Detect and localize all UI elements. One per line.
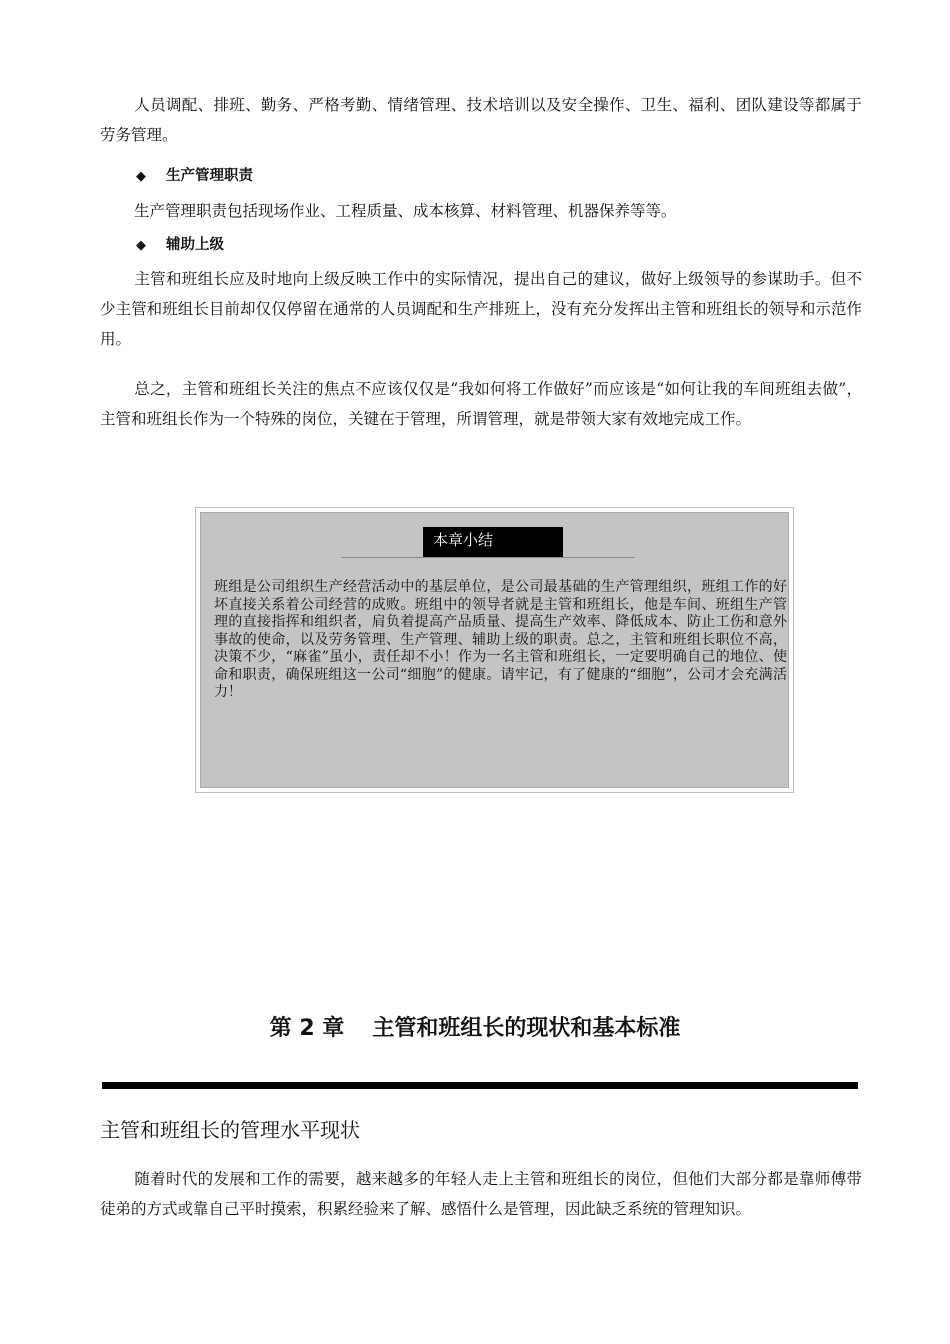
paragraph-production-duties: 生产管理职责包括现场作业、工程质量、成本核算、材料管理、机器保养等等。 — [134, 202, 677, 220]
chapter-number: 第 2 章 — [269, 1016, 345, 1041]
bullet-production-duties: ◆ 生产管理职责 — [136, 166, 253, 187]
bullet-assist-superior: ◆ 辅助上级 — [136, 235, 224, 256]
chapter-summary-panel — [200, 512, 789, 788]
chapter-summary-box — [195, 507, 794, 793]
diamond-bullet-icon: ◆ — [136, 169, 146, 184]
chapter-summary-title: 本章小结 — [423, 527, 563, 557]
chapter-divider — [102, 1082, 858, 1089]
chapter-heading — [0, 1012, 950, 1046]
paragraph-conclusion: 总之，主管和班组长关注的焦点不应该仅仅是“我如何将工作做好”而应该是“如何让我的车间班组去做”，主管和班组长作为一个特殊的岗位，关键在于管理，所谓管理，就是带领大家有效地完成工作。 — [100, 380, 862, 428]
summary-divider — [341, 557, 635, 558]
chapter-summary-text: 班组是公司组织生产经营活动中的基层单位，是公司最基础的生产管理组织，班组工作的好坏直接关系着公司经营的成败。班组中的领导者就是主管和班组长，他是车间、班组生产管理的直接指挥和组织者，肩负着提高产品质量、提高生产效率、降低成本、防止工伤和意外事故的使命，以及劳务管理、生产管理、辅助上级的职责。总之，主管和班组长职位不高，决策不少，“麻雀”虽小，责任却不小！作为一名主管和班组长，一定要明确自己的地位、使命和职责，确保班组这一公司“细胞”的健康。请牢记，有了健康的“细胞”，公司才会充满活力！ — [214, 579, 787, 700]
paragraph-current-status: 随着时代的发展和工作的需要，越来越多的年轻人走上主管和班组长的岗位，但他们大部分都是靠师傅带徒弟的方式或靠自己平时摸索，积累经验来了解、感悟什么是管理，因此缺乏系统的管理知识。 — [100, 1170, 862, 1218]
paragraph-labor-management: 人员调配、排班、勤务、严格考勤、情绪管理、技术培训以及安全操作、卫生、福利、团队建设等都属于劳务管理。 — [100, 96, 862, 144]
paragraph-assist-superior: 主管和班组长应及时地向上级反映工作中的实际情况，提出自己的建议，做好上级领导的参谋助手。但不少主管和班组长目前却仅仅停留在通常的人员调配和生产排班上，没有充分发挥出主管和班组长的领导和示范作用。 — [100, 270, 862, 348]
diamond-bullet-icon: ◆ — [136, 238, 146, 253]
section-heading: 主管和班组长的管理水平现状 — [100, 1118, 360, 1142]
chapter-title: 主管和班组长的现状和基本标准 — [372, 1016, 681, 1041]
